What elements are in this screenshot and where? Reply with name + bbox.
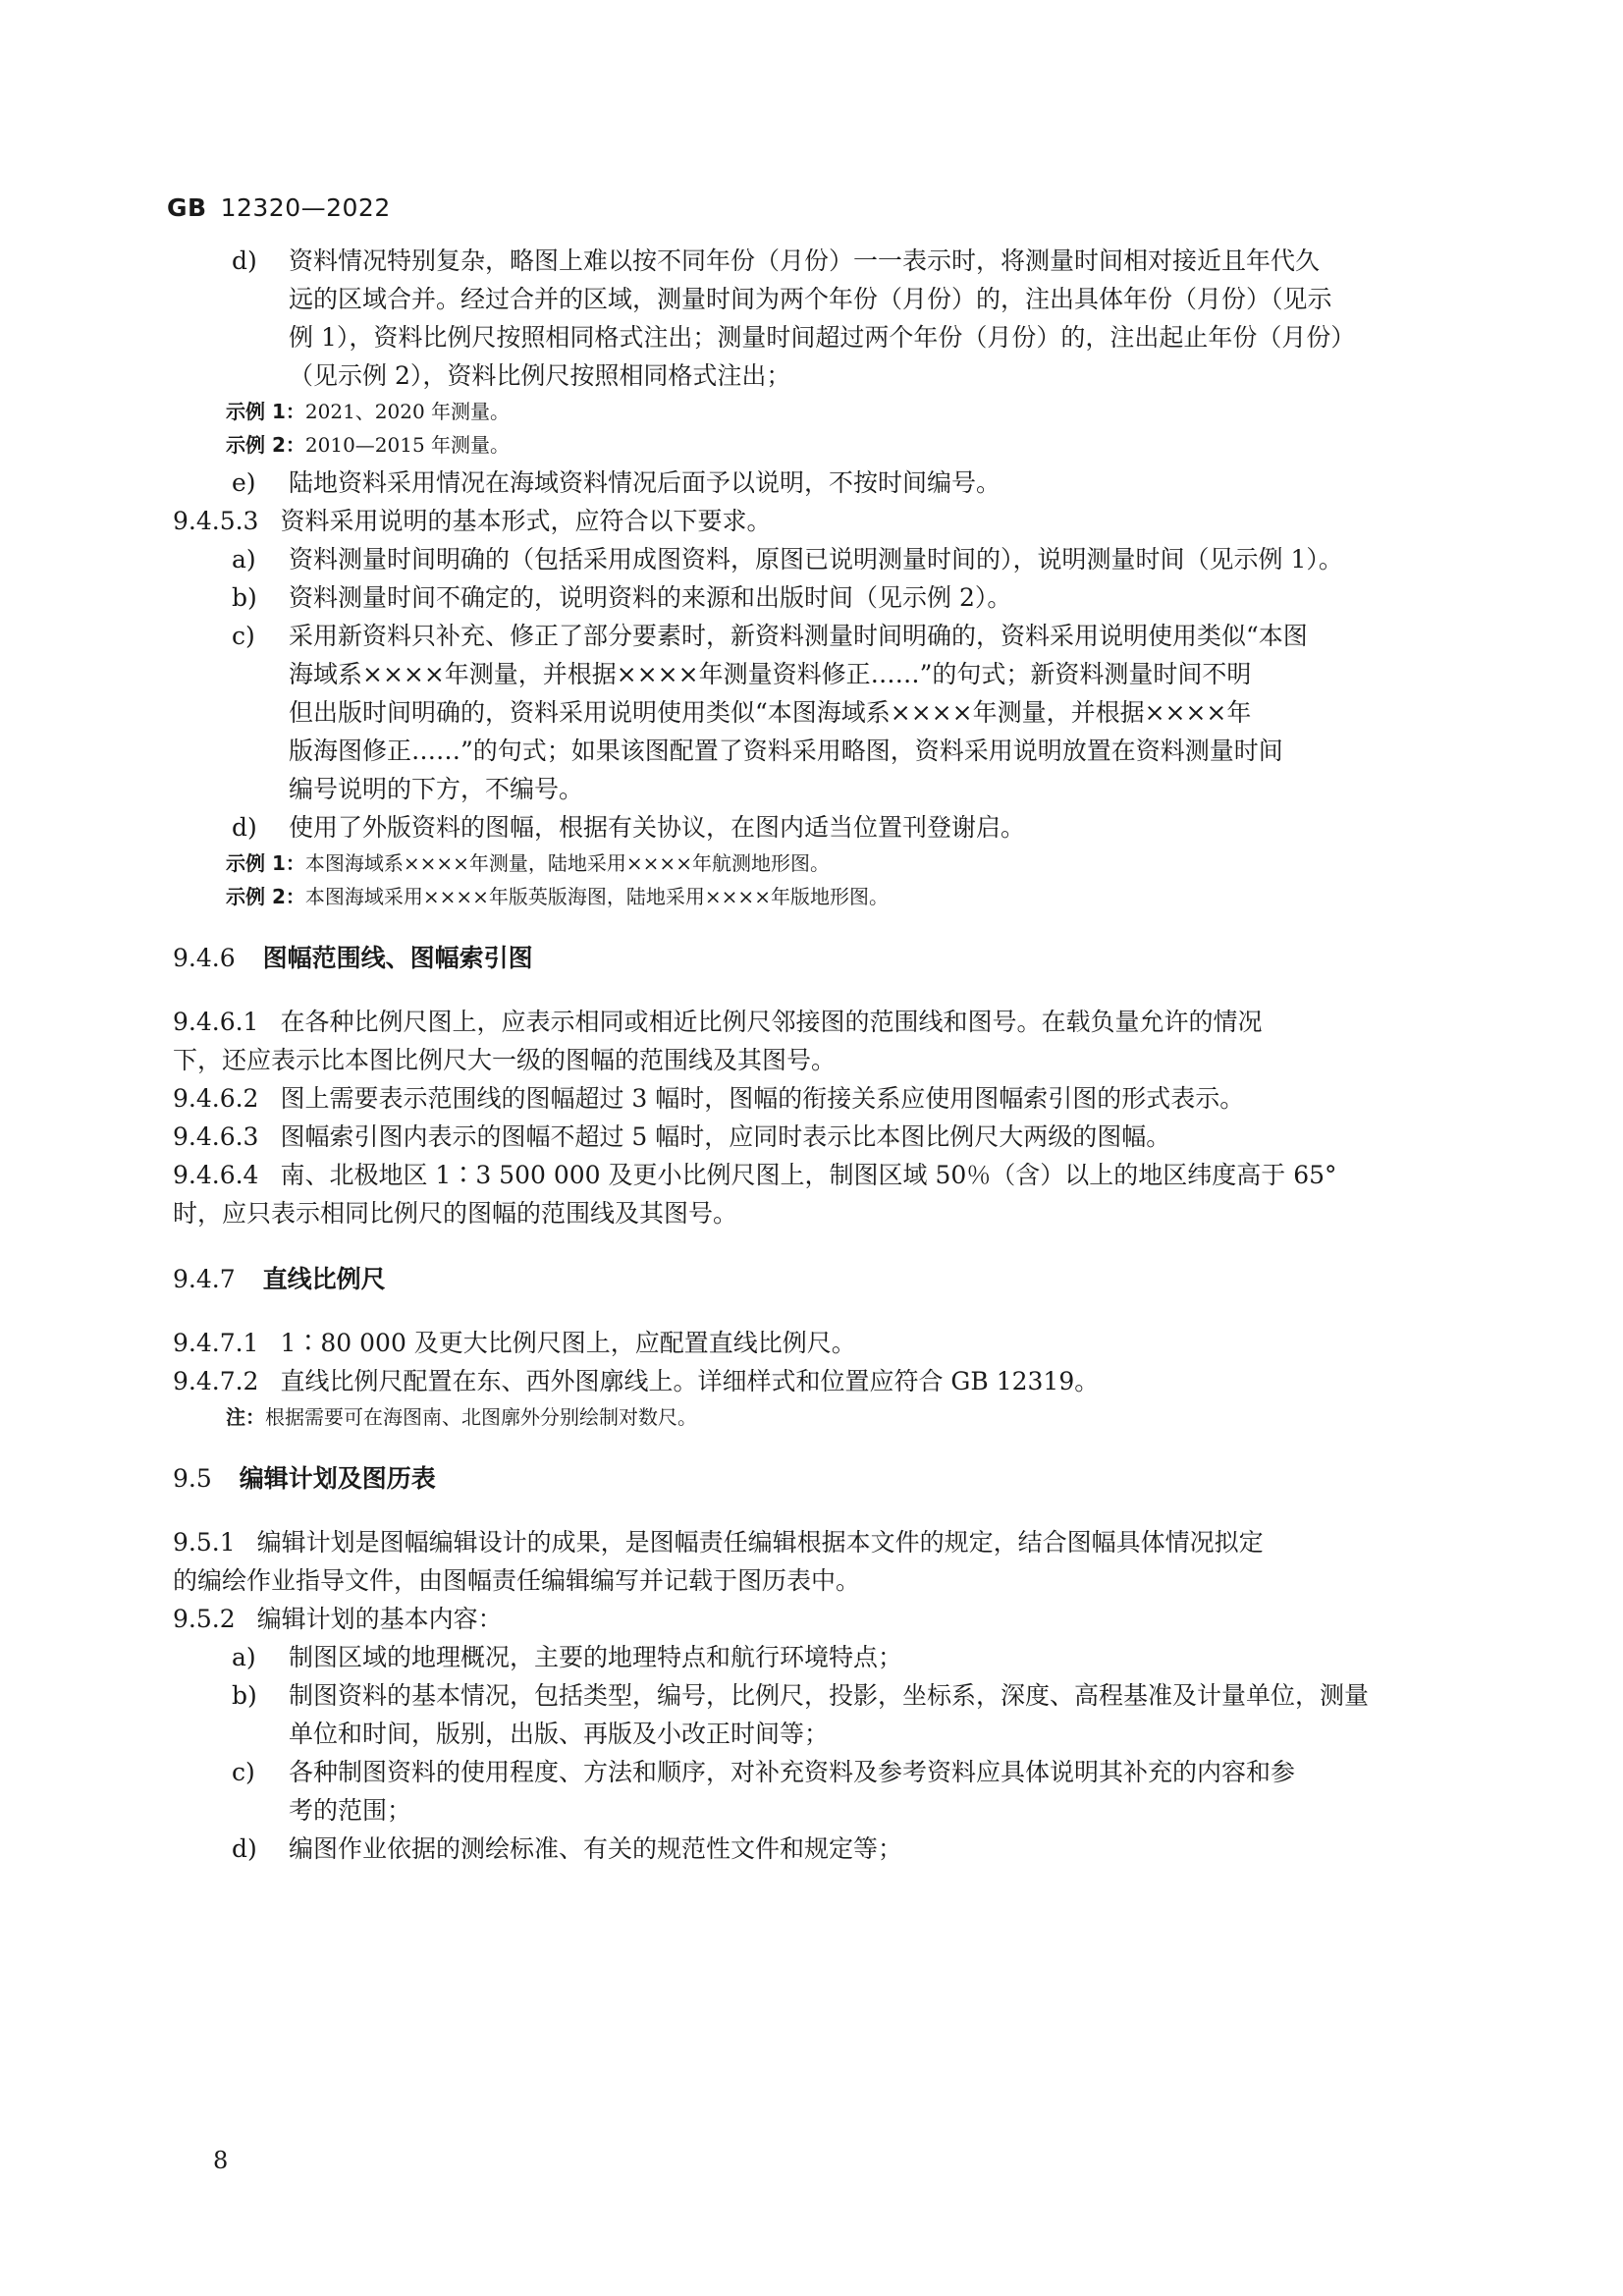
page-number: 8 [213,2147,229,2174]
clause-line [0,1118,1623,1156]
example-label: 示例 1： [226,851,305,875]
list-item-continuation: 但出版时间明确的，资料采用说明使用类似“本图海域系××××年测量，并根据××××年 [289,698,1252,727]
clause-number: 9.5.1 [173,1528,236,1557]
example-line [0,430,1623,460]
clause-line [0,502,1623,540]
section-number: 9.4.6 [173,944,236,972]
list-item-text: 编图作业依据的测绘标准、有关的规范性文件和规定等； [289,1834,903,1863]
note-label: 注： [226,1405,265,1429]
clause-number: 9.5.2 [173,1605,236,1633]
list-item-text: 资料情况特别复杂，略图上难以按不同年份（月份）一一表示时，将测量时间相对接近且年代久 [289,246,1321,275]
list-item-continuation: 编号说明的下方，不编号。 [289,775,584,803]
document-body [0,242,1623,1868]
list-item-continuation: 版海图修正……”的句式；如果该图配置了资料采用略图，资料采用说明放置在资料测量时间 [289,737,1283,765]
clause-line [0,1523,1623,1561]
clause-line [0,1324,1623,1362]
list-item [0,540,1623,578]
section-title: 直线比例尺 [262,1265,386,1293]
clause-number: 9.4.6.1 [173,1008,259,1036]
clause-line [0,1003,1623,1041]
clause-number: 9.4.5.3 [173,507,259,535]
list-item-text: 资料测量时间不确定的，说明资料的来源和出版时间（见示例 2）。 [289,583,1012,612]
example-line [0,882,1623,911]
list-item-text: 陆地资料采用情况在海域资料情况后面予以说明，不按时间编号。 [289,468,1001,497]
list-item-text: 使用了外版资料的图幅，根据有关协议，在图内适当位置刊登谢启。 [289,813,1026,842]
list-item-label: d) [232,813,257,842]
clause-text: 编辑计划是图幅编辑设计的成果，是图幅责任编辑根据本文件的规定，结合图幅具体情况拟定 [256,1528,1264,1557]
example-text: 2010—2015 年测量。 [304,433,511,457]
clause-continuation: 下，还应表示比本图比例尺大一级的图幅的范围线及其图号。 [173,1046,837,1074]
list-item-label: b) [232,1681,257,1710]
clause-text: 南、北极地区 1∶3 500 000 及更小比例尺图上，制图区域 50％（含）以上的地区纬度高于 65° [280,1161,1337,1189]
example-line [0,397,1623,426]
section-number: 9.4.7 [173,1265,236,1293]
list-item-label: e) [232,468,256,497]
list-item [0,578,1623,617]
standard-prefix: GB [167,193,207,222]
example-label: 示例 2： [226,433,305,457]
list-item-text: 制图区域的地理概况，主要的地理特点和航行环境特点； [289,1643,903,1671]
example-label: 示例 1： [226,400,305,423]
list-item [0,1676,1623,1715]
clause-number: 9.4.7.1 [173,1329,259,1357]
clause-continuation: 时，应只表示相同比例尺的图幅的范围线及其图号。 [173,1199,738,1228]
list-item-continuation: 单位和时间，版别，出版、再版及小改正时间等； [289,1720,830,1748]
clause-text: 图上需要表示范围线的图幅超过 3 幅时，图幅的衔接关系应使用图幅索引图的形式表示。 [280,1084,1245,1113]
list-item-continuation: 海域系××××年测量，并根据××××年测量资料修正……”的句式；新资料测量时间不明 [289,660,1252,688]
clause-line [0,1079,1623,1118]
section-title: 图幅范围线、图幅索引图 [262,944,533,972]
list-item-label: c) [232,1758,255,1786]
example-text: 本图海域采用××××年版英版海图，陆地采用××××年版地形图。 [304,885,889,908]
clause-text: 1∶80 000 及更大比例尺图上，应配置直线比例尺。 [280,1329,856,1357]
list-item-label: d) [232,246,257,275]
list-item [0,808,1623,847]
list-item-continuation: 例 1），资料比例尺按照相同格式注出；测量时间超过两个年份（月份）的，注出起止年份（月份） [289,323,1356,352]
list-item [0,1753,1623,1791]
clause-line [0,1156,1623,1194]
clause-text: 在各种比例尺图上，应表示相同或相近比例尺邻接图的范围线和图号。在载负量允许的情况 [280,1008,1263,1036]
list-item [0,1830,1623,1868]
list-item [0,242,1623,280]
clause-line [0,1362,1623,1400]
clause-number: 9.4.6.2 [173,1084,259,1113]
section-title: 编辑计划及图历表 [239,1464,436,1493]
clause-number: 9.4.6.4 [173,1161,259,1189]
list-item-label: a) [232,545,256,574]
list-item-text: 制图资料的基本情况，包括类型，编号，比例尺，投影，坐标系，深度、高程基准及计量单位，测量 [289,1681,1370,1710]
clause-text: 资料采用说明的基本形式，应符合以下要求。 [280,507,772,535]
list-item-text: 采用新资料只补充、修正了部分要素时，新资料测量时间明确的，资料采用说明使用类似“本图 [289,622,1308,650]
example-text: 本图海域系××××年测量，陆地采用××××年航测地形图。 [304,851,830,875]
note-line [0,1402,1623,1432]
section-heading [0,1459,1623,1498]
note-text: 根据需要可在海图南、北图廓外分别绘制对数尺。 [265,1405,697,1429]
clause-number: 9.4.7.2 [173,1367,259,1395]
list-item-label: c) [232,622,255,650]
clause-text: 图幅索引图内表示的图幅不超过 5 幅时，应同时表示比本图比例尺大两级的图幅。 [280,1122,1171,1151]
list-item-continuation: 考的范围； [289,1796,412,1825]
clause-line [0,1600,1623,1638]
list-item-label: a) [232,1643,256,1671]
clause-text: 编辑计划的基本内容： [256,1605,503,1633]
list-item [0,1638,1623,1676]
page-header [167,193,391,222]
section-heading [0,939,1623,977]
section-heading [0,1260,1623,1298]
list-item-label: b) [232,583,257,612]
list-item [0,464,1623,502]
list-item-text: 各种制图资料的使用程度、方法和顺序，对补充资料及参考资料应具体说明其补充的内容和参 [289,1758,1296,1786]
list-item-continuation: （见示例 2），资料比例尺按照相同格式注出； [289,361,791,390]
standard-number: 12320—2022 [220,193,391,222]
list-item-label: d) [232,1834,257,1863]
list-item-continuation: 远的区域合并。经过合并的区域，测量时间为两个年份（月份）的，注出具体年份（月份）（见示 [289,285,1332,313]
clause-number: 9.4.6.3 [173,1122,259,1151]
example-line [0,848,1623,878]
example-text: 2021、2020 年测量。 [304,400,511,423]
list-item-text: 资料测量时间明确的（包括采用成图资料，原图已说明测量时间的），说明测量时间（见示例 1）。 [289,545,1343,574]
list-item [0,617,1623,655]
section-number: 9.5 [173,1464,212,1493]
clause-text: 直线比例尺配置在东、西外图廓线上。详细样式和位置应符合 GB 12319。 [280,1367,1100,1395]
example-label: 示例 2： [226,885,305,908]
clause-continuation: 的编绘作业指导文件，由图幅责任编辑编写并记载于图历表中。 [173,1566,861,1595]
